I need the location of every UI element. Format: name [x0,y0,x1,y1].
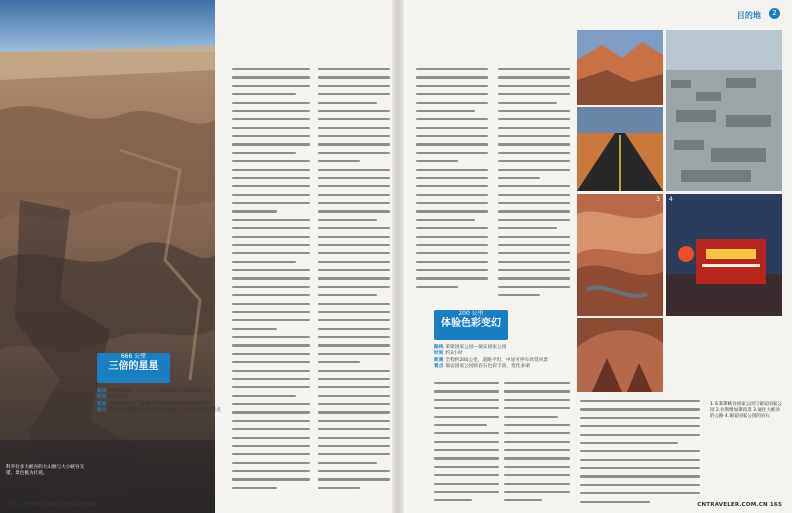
info-distance: 距离 全程666公里，路线上必经国道89号和州道12号 [97,401,209,407]
feature-title-2: 体验色彩变幻 [441,318,501,329]
info-time-2: 时间 约3小时 [434,351,463,357]
left-page [0,0,395,513]
body-text-column-6 [504,382,570,508]
body-text-column-5 [434,382,499,508]
body-text-column-2 [318,68,390,495]
body-text-column-7 [580,400,700,509]
feature-badge-666km [97,353,170,383]
rock-arches-photo [577,318,663,392]
route-info-2 [434,345,564,371]
zion-cliffs-photo [577,30,663,105]
body-text-column-1 [232,68,310,495]
photo-caption: 科罗拉多大峡谷的大山脉与大小峡谷交错，景色极为壮观。 [6,465,85,477]
photo-number-4: 4 [669,196,673,203]
info-highlights-2: 看点 锡安国家公园的岩石色彩丰富，变化多端 [434,364,530,370]
section-number: 2 [769,8,780,19]
photo-captions-list: 1.布莱斯峡谷国家公园与锡安国家公园 2.拉斯维加斯夜景 3.通往大峡谷的公路 4.锡安国家公园的岩石 [710,402,782,419]
feature-title: 三倍的星星 [108,361,159,372]
body-text-column-4 [498,68,570,303]
las-vegas-aerial-photo [666,30,782,191]
info-distance-2: 距离 全程约200公里，道路平坦，中途可停车欣赏风景 [434,357,549,363]
feature-distance-2: 200 公里 [458,310,484,317]
info-route-2: 路线 莱斯国家公园—锡安国家公园 [434,345,507,350]
route-info [97,389,221,415]
right-page [400,0,792,513]
feature-distance: 666 公里 [120,353,147,360]
info-time: 时间 约10小时 [97,395,129,401]
page-footer-right: CNTRAVELER.COM.CN 165 [697,502,782,508]
grand-canyon-photo [0,0,215,513]
neon-sign-photo [666,194,782,316]
info-route: 路线 拉斯维加斯—圣乔治—布莱斯峡谷—莱斯国家公园 [97,389,212,394]
body-text-column-3 [416,68,488,294]
desert-road-photo [577,107,663,191]
photo-number-3: 3 [656,196,660,203]
feature-badge-200km [434,310,508,340]
section-title-cn: 目的地 [736,11,761,20]
page-footer-left: 164 CONDE NAST TRAVELER [6,502,98,508]
canyon-rocks-photo [577,194,663,316]
info-highlights: 看点 在阿斯沃提国家公园可以欣赏峡谷，有许多可看的景点 [97,408,221,414]
